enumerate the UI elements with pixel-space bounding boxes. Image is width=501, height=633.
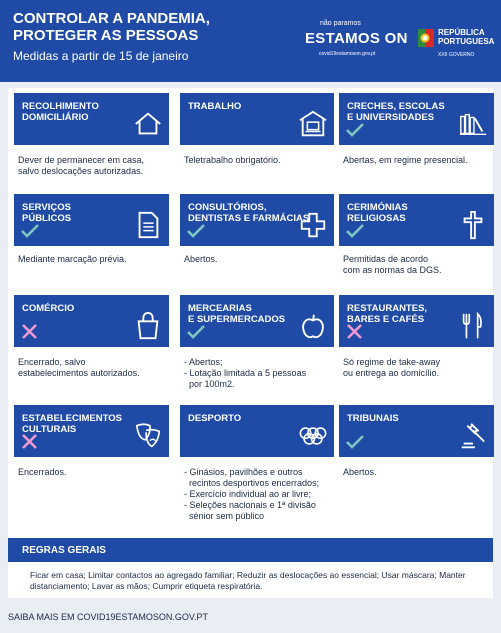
measure-card-0 bbox=[14, 93, 169, 145]
home-office-icon bbox=[298, 109, 328, 139]
measure-description bbox=[343, 357, 492, 379]
religious-cross-icon bbox=[458, 210, 488, 240]
document-icon bbox=[133, 210, 163, 240]
measure-label-line: BARES E CAFÉS bbox=[347, 314, 425, 325]
x-icon bbox=[20, 322, 40, 341]
measure-label-line: DENTISTAS E FARMÁCIAS bbox=[188, 213, 310, 224]
measure-label bbox=[347, 413, 399, 424]
rules-body bbox=[8, 562, 493, 598]
measure-card-10 bbox=[180, 405, 334, 457]
check-icon bbox=[186, 322, 206, 341]
measure-description bbox=[18, 155, 167, 177]
house-icon bbox=[133, 109, 163, 139]
x-icon bbox=[345, 322, 365, 341]
measure-description bbox=[343, 254, 492, 276]
measure-card-6 bbox=[14, 295, 169, 347]
footer-link[interactable]: SAIBA MAIS EM COVID19ESTAMOSON.GOV.PT bbox=[8, 612, 209, 622]
measure-description-line: Teletrabalho obrigatório. bbox=[184, 155, 281, 165]
measure-description bbox=[343, 155, 492, 166]
measure-description bbox=[18, 357, 167, 379]
measure-card-5 bbox=[339, 194, 494, 246]
portugal-emblem-icon bbox=[418, 29, 434, 47]
measure-label bbox=[188, 413, 241, 424]
measure-card-3 bbox=[14, 194, 169, 246]
measure-description-line: - Seleções nacionais e 1ª divisão bbox=[184, 500, 316, 510]
title-line-2: PROTEGER AS PESSOAS bbox=[13, 27, 199, 44]
check-icon bbox=[20, 221, 40, 240]
measure-label-line: CRECHES, ESCOLAS bbox=[347, 101, 445, 112]
measure-label-line: PÚBLICOS bbox=[22, 213, 72, 224]
measure-label-line: SERVIÇOS bbox=[22, 202, 71, 213]
measure-card-1 bbox=[180, 93, 334, 145]
measure-label bbox=[22, 101, 99, 123]
rules-text: Ficar em casa; Limitar contactos ao agregado familiar; Reduzir as deslocações ao essencial; Usar máscara; Manter distanciamento; Lavar as mãos; Cumprir etiqueta respiratória. bbox=[30, 570, 466, 591]
measure-description bbox=[18, 254, 167, 265]
measure-description-line: Encerrados. bbox=[18, 467, 67, 477]
gov-line-2: PORTUGUESA bbox=[438, 37, 495, 46]
measure-label-line: CULTURAIS bbox=[22, 424, 77, 435]
brand-url: covid19estamoson.gov.pt bbox=[319, 51, 376, 57]
measure-description-line: Só regime de take-away bbox=[343, 357, 441, 367]
brand-tagline: não paramos bbox=[320, 20, 361, 27]
measure-description bbox=[184, 467, 332, 522]
measure-label-line: CERIMÓNIAS bbox=[347, 202, 408, 213]
theatre-masks-icon bbox=[133, 421, 163, 451]
apple-icon bbox=[298, 311, 328, 341]
page-subtitle: Medidas a partir de 15 de janeiro bbox=[13, 49, 189, 63]
measure-label-line: E SUPERMERCADOS bbox=[188, 314, 286, 325]
measure-card-7 bbox=[180, 295, 334, 347]
measure-label-line: COMÉRCIO bbox=[22, 303, 75, 314]
check-icon bbox=[345, 432, 365, 451]
measure-description-line: Abertas, em regime presencial. bbox=[343, 155, 468, 165]
gavel-icon bbox=[458, 421, 488, 451]
measure-label-line: RELIGIOSAS bbox=[347, 213, 406, 224]
measure-description-line: Encerrado, salvo bbox=[18, 357, 86, 367]
check-icon bbox=[186, 221, 206, 240]
measure-label-line: E UNIVERSIDADES bbox=[347, 112, 435, 123]
header-banner bbox=[0, 0, 501, 82]
measure-label-line: RESTAURANTES, bbox=[347, 303, 428, 314]
cross-icon bbox=[298, 210, 328, 240]
measure-label bbox=[188, 202, 309, 224]
measure-label-line: DESPORTO bbox=[188, 413, 242, 424]
measure-label-line: DOMICILIÁRIO bbox=[22, 112, 89, 123]
measure-description bbox=[184, 155, 332, 166]
measure-description-line: por 100m2. bbox=[184, 379, 235, 389]
measure-description-line: - Ginásios, pavilhões e outros bbox=[184, 467, 303, 477]
measure-description-line: com as normas da DGS. bbox=[343, 265, 442, 275]
brand-logo-text: ESTAMOS ON bbox=[305, 30, 408, 47]
government-name bbox=[438, 28, 494, 46]
measure-description bbox=[184, 254, 332, 265]
measure-label-line: TRIBUNAIS bbox=[347, 413, 399, 424]
government-sub: XXII GOVERNO bbox=[438, 52, 475, 58]
measure-label-line: RECOLHIMENTO bbox=[22, 101, 99, 112]
measure-card-8 bbox=[339, 295, 494, 347]
measure-description-line: - Abertos; bbox=[184, 357, 223, 367]
measure-card-11 bbox=[339, 405, 494, 457]
measure-card-2 bbox=[339, 93, 494, 145]
x-icon bbox=[20, 432, 40, 451]
measure-description-line: estabelecimentos autorizados. bbox=[18, 368, 140, 378]
measure-description-line: Mediante marcação prévia. bbox=[18, 254, 127, 264]
measure-description-line: - Lotação limitada a 5 pessoas bbox=[184, 368, 307, 378]
rules-header bbox=[8, 538, 493, 562]
measure-card-9 bbox=[14, 405, 169, 457]
check-icon bbox=[345, 120, 365, 139]
measure-label-line: CONSULTÓRIOS, bbox=[188, 202, 267, 213]
cutlery-icon bbox=[458, 311, 488, 341]
measure-description-line: salvo deslocações autorizadas. bbox=[18, 166, 144, 176]
measure-description-line: Abertos. bbox=[184, 254, 218, 264]
measure-description-line: Permitidas de acordo bbox=[343, 254, 429, 264]
measure-label bbox=[22, 303, 74, 314]
measure-description bbox=[184, 357, 332, 390]
measure-description-line: Dever de permanecer em casa, bbox=[18, 155, 145, 165]
rules-label: REGRAS GERAIS bbox=[22, 545, 106, 556]
measure-label bbox=[188, 101, 241, 112]
measure-description-line: - Exercício individual ao ar livre; bbox=[184, 489, 312, 499]
olympic-rings-icon bbox=[298, 421, 328, 451]
measure-label-line: ESTABELECIMENTOS bbox=[22, 413, 122, 424]
gov-line-1: REPÚBLICA bbox=[438, 28, 485, 37]
measure-description bbox=[18, 467, 167, 478]
title-line-1: CONTROLAR A PANDEMIA, bbox=[13, 10, 210, 27]
measure-description-line: Abertos. bbox=[343, 467, 377, 477]
measure-label-line: TRABALHO bbox=[188, 101, 242, 112]
measure-card-4 bbox=[180, 194, 334, 246]
measure-description-line: ou entrega ao domicílio. bbox=[343, 368, 440, 378]
check-icon bbox=[345, 221, 365, 240]
measure-label-line: MERCEARIAS bbox=[188, 303, 252, 314]
books-icon bbox=[458, 109, 488, 139]
page-title bbox=[13, 10, 303, 44]
shopping-bag-icon bbox=[133, 311, 163, 341]
measure-description-line: sénior sem público bbox=[184, 511, 265, 521]
measure-description-line: recintos desportivos encerrados; bbox=[184, 478, 320, 488]
measure-description bbox=[343, 467, 492, 478]
